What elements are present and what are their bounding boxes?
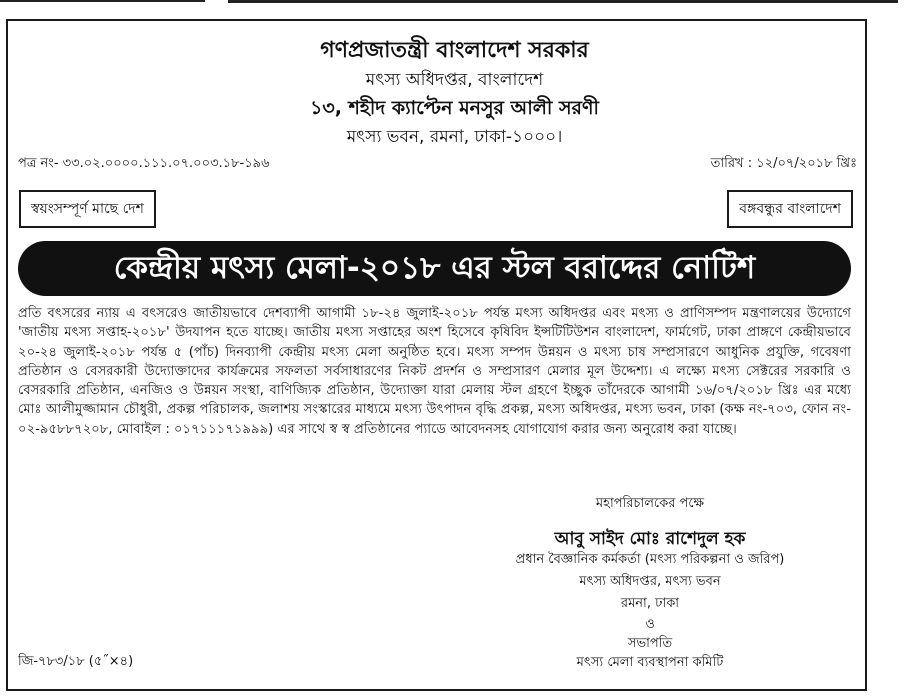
notice-banner: কেন্দ্রীয় মৎস্য মেলা-২০১৮ এর স্টল বরাদ্দের নোটিশ bbox=[18, 241, 851, 296]
signatory-role: সভাপতি bbox=[627, 636, 673, 651]
signatory-committee: মৎস্য মেলা ব্যবস্থাপনা কমিটি bbox=[576, 655, 724, 670]
government-title: গণপ্রজাতন্ত্রী বাংলাদেশ সরকার bbox=[320, 38, 589, 63]
address-street: ১৩, শহীদ ক্যাপ্টেন মনসুর আলী সরণী bbox=[310, 97, 599, 119]
address-city: মৎস্য ভবন, রমনা, ঢাকা-১০০০। bbox=[346, 127, 563, 147]
signatory-location: রমনা, ঢাকা bbox=[620, 596, 680, 611]
top-rule-left bbox=[0, 0, 205, 2]
signatory-name: আবু সাইদ মোঃ রাশেদুল হক bbox=[554, 529, 746, 549]
department-name: মৎস্য অধিদপ্তর, বাংলাদেশ bbox=[365, 70, 544, 90]
top-rule-right bbox=[228, 0, 898, 3]
on-behalf-line: মহাপরিচালকের পক্ষে bbox=[595, 496, 705, 511]
signatory-conjunction: ও bbox=[645, 617, 655, 632]
slogan-box-right: বঙ্গবন্ধুর বাংলাদেশ bbox=[727, 190, 853, 228]
signatory-designation: প্রধান বৈজ্ঞানিক কর্মকর্তা (মৎস্য পরিকল্পনা ও জরিপ) bbox=[515, 552, 785, 567]
notice-body: প্রতি বৎসরের ন্যায় এ বৎসরেও জাতীয়ভাবে দেশব্যাপী আগামী ১৮-২৪ জুলাই-২০১৮ পর্যন্ত মৎস্য অধিদপ্তর এবং মৎস্য ও প্রাণিসম্পদ মন্ত্রণালয়ের উদ্যোগে 'জাতীয় মৎস্য সপ্তাহ-২০১৮' উদযাপন হতে যাচ্ছে। জাতীয় মৎস্য সপ্তাহের অংশ হিসেবে কৃষিবিদ ইন্সটিটিউশন বাংলাদেশ, ফার্মগেট, ঢাকা প্রাঙ্গণে কেন্দ্রীয়ভাবে ২০-২৪ জুলাই-২০১৮ পর্যন্ত ৫ (পাঁচ) দিনব্যাপী কেন্দ্রীয় মৎস্য মেলা অনুষ্ঠিত হবে। মৎস্য সম্পদ উন্নয়ন ও মৎস্য চাষ সম্প্রসারণে আধুনিক প্রযুক্তি, গবেষণা প্রতিষ্ঠান ও বেসরকারী উদ্যোক্তাদের কার্যক্রমের সফলতা সর্বসাধারণের নিকট প্রদর্শন ও সম্প্রসারণ মেলার মূল উদ্দেশ্য। এ লক্ষ্যে মৎস্য সেক্টরের সরকারি ও বেসরকারি প্রতিষ্ঠান, এনজিও ও উন্নয়ন সংস্থা, বাণিজ্যিক প্রতিষ্ঠান, উদ্যোক্তা যারা মেলায় স্টল গ্রহণে ইচ্ছুক তাঁদেরকে আগামী ১৬/০৭/২০১৮ খ্রিঃ এর মধ্যে মোঃ আলীমুজ্জামান চৌধুরী, প্রকল্প পরিচালক, জলাশয় সংস্কারের মাধ্যমে মৎস্য উৎপাদন বৃদ্ধি প্রকল্প, মৎস্য অধিদপ্তর, মৎস্য ভবন, ঢাকা (কক্ষ নং-৭০৩, ফোন নং- ০২-৯৫৮৮৭২০৮, মোবাইল : ০১৭১১১৭১৯৯৯) এর সাথে স্ব স্ব প্রতিষ্ঠানের প্যাডে আবেদনসহ যোগাযোগ করার জন্য অনুরোধ করা যাচ্ছে। bbox=[18, 306, 851, 437]
slogan-box-left: স্বয়ংসম্পূর্ণ মাছে দেশ bbox=[19, 190, 156, 228]
memo-number: পত্র নং- ৩৩.০২.০০০০.১১১.০৭.০০৩.১৮-১৯৬ bbox=[18, 156, 270, 171]
memo-date: তারিখ : ১২/০৭/২০১৮ খ্রিঃ bbox=[710, 156, 857, 171]
signatory-office: মৎস্য অধিদপ্তর, মৎস্য ভবন bbox=[579, 574, 721, 589]
ad-reference-code: জি-৭৮৩/১৮ (৫˝×৪) bbox=[18, 654, 134, 669]
